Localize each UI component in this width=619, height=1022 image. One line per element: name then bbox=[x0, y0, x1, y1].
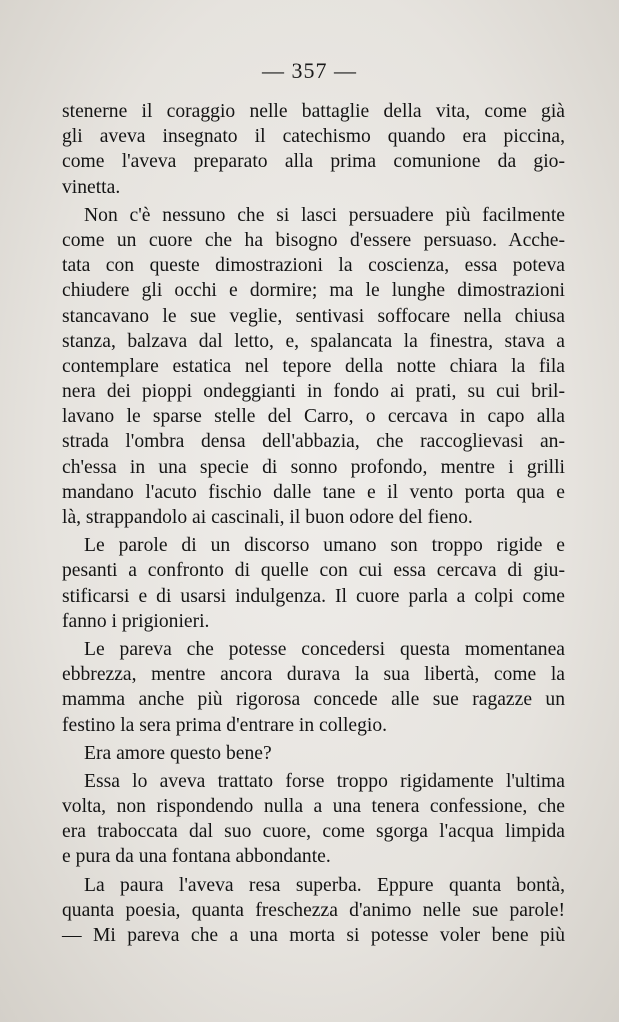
text-line: tata con queste dimostrazioni la coscienza, essa poteva bbox=[62, 255, 565, 277]
text-line: stanza, balzava dal letto, e, spalancata la finestra, stava a bbox=[62, 330, 565, 352]
text-line: Le parole di un discorso umano son troppo rigide e bbox=[84, 535, 565, 557]
text-line: ch'essa in una specie di sonno profondo, mentre i grilli bbox=[62, 456, 565, 478]
text-line: Era amore questo bene? bbox=[84, 742, 272, 764]
text-line: era traboccata dal suo cuore, come sgorga l'acqua limpida bbox=[62, 821, 565, 843]
text-line: Le pareva che potesse concedersi questa momentanea bbox=[84, 638, 565, 660]
paragraph bbox=[62, 769, 565, 870]
paragraph bbox=[62, 873, 565, 949]
text-line: festino la sera prima d'entrare in collegio. bbox=[62, 714, 388, 736]
text-line: gli aveva insegnato il catechismo quando era piccina, bbox=[62, 126, 565, 148]
text-line: — Mi pareva che a una morta si potesse voler bene più bbox=[62, 925, 565, 946]
text-line: quanta poesia, quanta freschezza d'animo nelle sue parole! bbox=[62, 899, 565, 921]
text-line: pesanti a confronto di quelle con cui essa cercava di giu- bbox=[62, 560, 565, 582]
text-line: come un cuore che ha bisogno d'essere persuaso. Acche- bbox=[62, 229, 565, 251]
text-line: Essa lo aveva trattato forse troppo rigidamente l'ultima bbox=[84, 770, 565, 792]
text-line: lavano le sparse stelle del Carro, o cercava in capo alla bbox=[62, 406, 565, 428]
text-line: contemplare estatica nel tepore della notte chiara la fila bbox=[62, 355, 565, 377]
text-line: chiudere gli occhi e dormire; ma le lunghe dimostrazioni bbox=[62, 280, 565, 302]
body-text bbox=[62, 99, 565, 948]
paragraph bbox=[62, 99, 565, 200]
text-line: fanno i prigionieri. bbox=[62, 610, 210, 632]
paragraph bbox=[62, 741, 565, 766]
text-line: La paura l'aveva resa superba. Eppure quanta bontà, bbox=[84, 874, 565, 896]
text-line: mandano l'acuto fischio dalle tane e il vento porta qua e bbox=[62, 481, 565, 503]
text-line: volta, non rispondendo nulla a una tenera confessione, che bbox=[62, 796, 565, 818]
text-line: mamma anche più rigorosa concede alle sue ragazze un bbox=[62, 689, 565, 711]
paragraph bbox=[62, 533, 565, 634]
text-line: vinetta. bbox=[62, 176, 121, 198]
text-line: come l'aveva preparato alla prima comunione da gio- bbox=[62, 151, 565, 173]
text-line: strada l'ombra densa dell'abbazia, che raccoglievasi an- bbox=[62, 431, 565, 453]
text-line: stancavano le sue veglie, sentivasi soffocare nella chiusa bbox=[62, 305, 565, 327]
paragraph bbox=[62, 203, 565, 530]
text-line: Non c'è nessuno che si lasci persuadere più facilmente bbox=[84, 204, 565, 226]
paragraph bbox=[62, 637, 565, 738]
text-line: stificarsi e di usarsi indulgenza. Il cuore parla a colpi come bbox=[62, 585, 565, 607]
text-line: là, strappandolo ai cascinali, il buon odore del fieno. bbox=[62, 507, 473, 528]
text-line: ebbrezza, mentre ancora durava la sua libertà, come la bbox=[62, 664, 565, 686]
text-line: e pura da una fontana abbondante. bbox=[62, 846, 331, 868]
page-number: — 357 — bbox=[262, 58, 357, 83]
text-line: nera dei pioppi ondeggianti in fondo ai prati, su cui bril- bbox=[62, 381, 565, 403]
text-line: stenerne il coraggio nelle battaglie della vita, come già bbox=[62, 101, 565, 122]
